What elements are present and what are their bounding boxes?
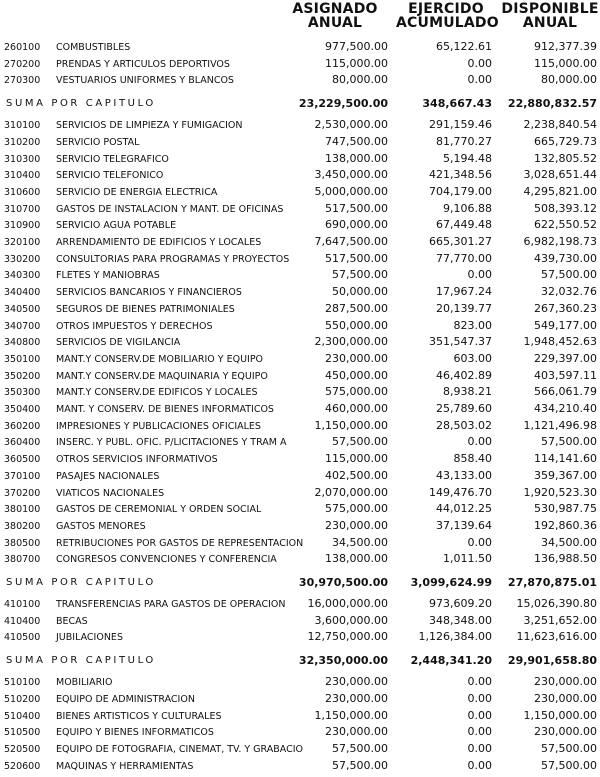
ejercido-value: 44,012.25 bbox=[436, 502, 492, 516]
account-description: CONSULTORIAS PARA PROGRAMAS Y PROYECTOS bbox=[56, 253, 290, 265]
ejercido-value: 0.00 bbox=[467, 675, 492, 689]
account-code: 350100 bbox=[4, 353, 41, 365]
ejercido-value: 1,126,384.00 bbox=[418, 630, 492, 644]
asignado-value: 2,300,000.00 bbox=[314, 335, 388, 349]
header-asignado-anual bbox=[276, 2, 394, 30]
disponible-value: 29,901,658.80 bbox=[507, 654, 597, 668]
ejercido-value: 0.00 bbox=[467, 535, 492, 549]
table-row bbox=[0, 268, 600, 284]
table-row bbox=[0, 40, 600, 56]
asignado-value: 34,500.00 bbox=[332, 535, 388, 549]
account-description: MANT.Y CONSERV.DE EDIFICOS Y LOCALES bbox=[56, 387, 258, 399]
table-row bbox=[0, 335, 600, 351]
table-row bbox=[0, 452, 600, 468]
disponible-value: 34,500.00 bbox=[541, 535, 597, 549]
ejercido-value: 858.40 bbox=[453, 452, 492, 466]
ejercido-value: 0.00 bbox=[467, 725, 492, 739]
disponible-value: 32,032.76 bbox=[541, 285, 597, 299]
disponible-value: 912,377.39 bbox=[534, 40, 597, 53]
ejercido-value: 704,179.00 bbox=[429, 184, 492, 198]
ejercido-value: 1,011.50 bbox=[443, 552, 492, 566]
account-description: TRANSFERENCIAS PARA GASTOS DE OPERACION bbox=[56, 599, 286, 610]
ejercido-value: 665,301.27 bbox=[429, 235, 492, 248]
chapter-total-row bbox=[0, 97, 600, 113]
account-description: SERVICIO AGUA POTABLE bbox=[56, 220, 177, 232]
account-description: SERVICIO POSTAL bbox=[56, 136, 140, 148]
account-code: 510200 bbox=[4, 693, 41, 705]
disponible-value: 3,028,651.44 bbox=[523, 168, 597, 182]
account-description: VESTUARIOS UNIFORMES Y BLANCOS bbox=[56, 75, 234, 87]
ejercido-value: 0.00 bbox=[467, 56, 492, 70]
table-row bbox=[0, 168, 600, 184]
disponible-value: 665,729.73 bbox=[534, 134, 597, 148]
account-description: IMPRESIONES Y PUBLICACIONES OFICIALES bbox=[56, 420, 261, 432]
account-description: COMBUSTIBLES bbox=[56, 42, 131, 53]
disponible-value: 229,397.00 bbox=[534, 351, 597, 365]
disponible-value: 57,500.00 bbox=[541, 741, 597, 755]
ejercido-value: 17,967.24 bbox=[436, 285, 492, 299]
asignado-value: 230,000.00 bbox=[325, 518, 388, 532]
ejercido-value: 0.00 bbox=[467, 708, 492, 722]
account-code: 360500 bbox=[4, 454, 41, 466]
asignado-value: 1,150,000.00 bbox=[314, 418, 388, 432]
ejercido-value: 0.00 bbox=[467, 758, 492, 772]
asignado-value: 57,500.00 bbox=[332, 268, 388, 282]
disponible-value: 230,000.00 bbox=[534, 691, 597, 705]
account-description: BIENES ARTISTICOS Y CULTURALES bbox=[56, 710, 222, 722]
asignado-value: 32,350,000.00 bbox=[298, 654, 388, 668]
ejercido-value: 351,547.37 bbox=[429, 335, 492, 349]
account-description: MANT. Y CONSERV. DE BIENES INFORMATICOS bbox=[56, 404, 274, 415]
disponible-value: 57,500.00 bbox=[541, 435, 597, 449]
account-description: GASTOS DE CEREMONIAL Y ORDEN SOCIAL bbox=[56, 504, 262, 516]
ejercido-value: 8,938.21 bbox=[443, 385, 492, 399]
account-code: 520600 bbox=[4, 760, 41, 772]
account-description: MAQUINAS Y HERRAMIENTAS bbox=[56, 760, 194, 772]
header-disponible-anual bbox=[500, 2, 600, 30]
ejercido-value: 421,348.56 bbox=[429, 168, 492, 182]
disponible-value: 6,982,198.73 bbox=[523, 235, 597, 248]
account-code: 380100 bbox=[4, 504, 41, 516]
table-row bbox=[0, 725, 600, 741]
asignado-value: 690,000.00 bbox=[325, 218, 388, 232]
account-code: 350200 bbox=[4, 370, 41, 382]
account-code: 510500 bbox=[4, 727, 41, 739]
disponible-value: 115,000.00 bbox=[534, 56, 597, 70]
account-code: 330200 bbox=[4, 253, 41, 265]
asignado-value: 115,000.00 bbox=[325, 56, 388, 70]
account-code: 310600 bbox=[4, 186, 41, 198]
table-row bbox=[0, 536, 600, 552]
asignado-value: 747,500.00 bbox=[325, 134, 388, 148]
asignado-value: 57,500.00 bbox=[332, 758, 388, 772]
disponible-value: 114,141.60 bbox=[534, 452, 597, 466]
account-code: 350400 bbox=[4, 404, 41, 415]
account-description: EQUIPO DE ADMINISTRACION bbox=[56, 693, 195, 705]
asignado-value: 3,450,000.00 bbox=[314, 168, 388, 182]
disponible-value: 1,121,496.98 bbox=[523, 418, 597, 432]
disponible-value: 57,500.00 bbox=[541, 758, 597, 772]
account-code: 380500 bbox=[4, 537, 41, 549]
account-code: 360200 bbox=[4, 420, 41, 432]
account-description: GASTOS DE INSTALACION Y MANT. DE OFICINAS bbox=[56, 203, 284, 215]
disponible-value: 27,870,875.01 bbox=[507, 576, 597, 589]
header-ejercido-acumulado bbox=[396, 1, 499, 31]
ejercido-value: 46,402.89 bbox=[436, 368, 492, 382]
asignado-value: 3,600,000.00 bbox=[314, 613, 388, 627]
asignado-value: 80,000.00 bbox=[332, 73, 388, 87]
account-code: 340700 bbox=[4, 320, 41, 332]
ejercido-value: 603.00 bbox=[453, 351, 492, 365]
header-label: ANUAL bbox=[307, 15, 363, 31]
ejercido-value: 77,770.00 bbox=[436, 251, 492, 265]
account-description: EQUIPO Y BIENES INFORMATICOS bbox=[56, 727, 214, 739]
account-code: 410100 bbox=[4, 599, 41, 610]
table-row bbox=[0, 369, 600, 385]
account-code: 270300 bbox=[4, 75, 41, 87]
table-row bbox=[0, 302, 600, 318]
asignado-value: 550,000.00 bbox=[325, 318, 388, 332]
table-row bbox=[0, 285, 600, 301]
asignado-value: 460,000.00 bbox=[325, 402, 388, 415]
account-code: 270200 bbox=[4, 58, 41, 70]
account-description: INSERC. Y PUBL. OFIC. P/LICITACIONES Y TRAM A bbox=[56, 437, 287, 449]
account-code: 340800 bbox=[4, 337, 41, 349]
asignado-value: 230,000.00 bbox=[325, 351, 388, 365]
account-description: MOBILIARIO bbox=[56, 677, 113, 689]
account-description: OTROS SERVICIOS INFORMATIVOS bbox=[56, 454, 218, 466]
ejercido-value: 37,139.64 bbox=[436, 518, 492, 532]
table-row bbox=[0, 202, 600, 218]
table-row bbox=[0, 675, 600, 691]
table-row bbox=[0, 57, 600, 73]
asignado-value: 1,150,000.00 bbox=[314, 708, 388, 722]
account-code: 510100 bbox=[4, 677, 41, 689]
asignado-value: 977,500.00 bbox=[325, 40, 388, 53]
asignado-value: 57,500.00 bbox=[332, 741, 388, 755]
account-description: SERVICIOS DE VIGILANCIA bbox=[56, 337, 181, 349]
asignado-value: 230,000.00 bbox=[325, 691, 388, 705]
table-row bbox=[0, 614, 600, 630]
asignado-value: 402,500.00 bbox=[325, 468, 388, 482]
account-code: 410400 bbox=[4, 615, 41, 627]
account-description: CONGRESOS CONVENCIONES Y CONFERENCIA bbox=[56, 554, 277, 566]
account-description: SERVICIOS DE LIMPIEZA Y FUMIGACION bbox=[56, 120, 243, 132]
chapter-total-row bbox=[0, 576, 600, 592]
ejercido-value: 20,139.77 bbox=[436, 301, 492, 315]
account-code: 340300 bbox=[4, 270, 41, 282]
total-label: SUMA POR CAPITULO bbox=[6, 655, 156, 667]
ejercido-value: 0.00 bbox=[467, 73, 492, 87]
asignado-value: 57,500.00 bbox=[332, 435, 388, 449]
table-row bbox=[0, 135, 600, 151]
asignado-value: 2,070,000.00 bbox=[314, 485, 388, 499]
ejercido-value: 348,348.00 bbox=[429, 613, 492, 627]
account-code: 410500 bbox=[4, 632, 41, 644]
table-row bbox=[0, 352, 600, 368]
account-code: 380200 bbox=[4, 520, 41, 532]
asignado-value: 450,000.00 bbox=[325, 368, 388, 382]
header-label: ACUMULADO bbox=[396, 15, 499, 31]
account-code: 360400 bbox=[4, 437, 41, 449]
disponible-value: 136,988.50 bbox=[534, 552, 597, 566]
asignado-value: 12,750,000.00 bbox=[307, 630, 388, 644]
ejercido-value: 3,099,624.99 bbox=[410, 576, 492, 589]
account-description: SERVICIO TELEGRAFICO bbox=[56, 153, 169, 165]
account-description: VIATICOS NACIONALES bbox=[56, 487, 165, 499]
ejercido-value: 823.00 bbox=[453, 318, 492, 332]
disponible-value: 1,920,523.30 bbox=[523, 485, 597, 499]
account-description: PASAJES NACIONALES bbox=[56, 470, 160, 482]
account-description: MANT.Y CONSERV.DE MOBILIARIO Y EQUIPO bbox=[56, 353, 264, 365]
ejercido-value: 0.00 bbox=[467, 691, 492, 705]
account-code: 510400 bbox=[4, 710, 41, 722]
asignado-value: 287,500.00 bbox=[325, 301, 388, 315]
disponible-value: 15,026,390.80 bbox=[516, 597, 597, 610]
table-row bbox=[0, 630, 600, 646]
disponible-value: 566,061.79 bbox=[534, 385, 597, 399]
header-label: ANUAL bbox=[522, 15, 578, 31]
disponible-value: 622,550.52 bbox=[534, 218, 597, 232]
account-description: EQUIPO DE FOTOGRAFIA, CINEMAT, TV. Y GRABACIO bbox=[56, 743, 304, 755]
disponible-value: 508,393.12 bbox=[534, 201, 597, 215]
total-label: SUMA POR CAPITULO bbox=[6, 98, 156, 110]
disponible-value: 132,805.52 bbox=[534, 151, 597, 165]
disponible-value: 403,597.11 bbox=[534, 368, 597, 382]
header-label: EJERCIDO bbox=[408, 1, 484, 17]
disponible-value: 439,730.00 bbox=[534, 251, 597, 265]
account-code: 380700 bbox=[4, 554, 41, 566]
disponible-value: 359,367.00 bbox=[534, 468, 597, 482]
disponible-value: 1,150,000.00 bbox=[523, 708, 597, 722]
ejercido-value: 149,476.70 bbox=[429, 485, 492, 499]
ejercido-value: 0.00 bbox=[467, 435, 492, 449]
table-row bbox=[0, 486, 600, 502]
disponible-value: 267,360.23 bbox=[534, 301, 597, 315]
asignado-value: 30,970,500.00 bbox=[298, 576, 388, 589]
table-row bbox=[0, 73, 600, 89]
asignado-value: 7,647,500.00 bbox=[314, 235, 388, 248]
account-description: BECAS bbox=[56, 615, 88, 627]
table-row bbox=[0, 469, 600, 485]
table-row bbox=[0, 419, 600, 435]
asignado-value: 138,000.00 bbox=[325, 552, 388, 566]
disponible-value: 2,238,840.54 bbox=[523, 118, 597, 132]
asignado-value: 575,000.00 bbox=[325, 385, 388, 399]
table-row bbox=[0, 552, 600, 568]
account-code: 310100 bbox=[4, 120, 41, 132]
table-row bbox=[0, 692, 600, 708]
account-code: 310400 bbox=[4, 170, 41, 182]
table-row bbox=[0, 185, 600, 201]
asignado-value: 230,000.00 bbox=[325, 725, 388, 739]
disponible-value: 4,295,821.00 bbox=[523, 184, 597, 198]
account-code: 310900 bbox=[4, 220, 41, 232]
chapter-total-row bbox=[0, 654, 600, 670]
ejercido-value: 2,448,341.20 bbox=[410, 654, 492, 668]
account-description: OTROS IMPUESTOS Y DERECHOS bbox=[56, 320, 213, 332]
asignado-value: 138,000.00 bbox=[325, 151, 388, 165]
account-description: MANT.Y CONSERV.DE MAQUINARIA Y EQUIPO bbox=[56, 370, 268, 382]
table-row bbox=[0, 759, 600, 775]
table-row bbox=[0, 709, 600, 725]
account-description: GASTOS MENORES bbox=[56, 520, 146, 532]
ejercido-value: 291,159.46 bbox=[429, 118, 492, 132]
table-row bbox=[0, 435, 600, 451]
account-code: 310200 bbox=[4, 136, 41, 148]
table-row bbox=[0, 519, 600, 535]
ejercido-value: 5,194.48 bbox=[443, 151, 492, 165]
account-description: FLETES Y MANIOBRAS bbox=[56, 270, 160, 282]
table-row bbox=[0, 118, 600, 134]
asignado-value: 230,000.00 bbox=[325, 675, 388, 689]
disponible-value: 3,251,652.00 bbox=[523, 613, 597, 627]
asignado-value: 517,500.00 bbox=[325, 201, 388, 215]
ejercido-value: 0.00 bbox=[467, 268, 492, 282]
table-row bbox=[0, 502, 600, 518]
asignado-value: 2,530,000.00 bbox=[314, 118, 388, 132]
table-row bbox=[0, 597, 600, 613]
asignado-value: 5,000,000.00 bbox=[314, 184, 388, 198]
header-label: ASIGNADO bbox=[292, 1, 378, 17]
disponible-value: 11,623,616.00 bbox=[516, 630, 597, 644]
table-row bbox=[0, 402, 600, 418]
asignado-value: 517,500.00 bbox=[325, 251, 388, 265]
ejercido-value: 28,503.02 bbox=[436, 418, 492, 432]
account-description: JUBILACIONES bbox=[56, 632, 123, 644]
disponible-value: 22,880,832.57 bbox=[507, 97, 597, 111]
disponible-value: 230,000.00 bbox=[534, 675, 597, 689]
account-description: SEGUROS DE BIENES PATRIMONIALES bbox=[56, 303, 235, 315]
ejercido-value: 0.00 bbox=[467, 741, 492, 755]
ejercido-value: 43,133.00 bbox=[436, 468, 492, 482]
ejercido-value: 65,122.61 bbox=[436, 40, 492, 53]
disponible-value: 57,500.00 bbox=[541, 268, 597, 282]
disponible-value: 230,000.00 bbox=[534, 725, 597, 739]
account-code: 340500 bbox=[4, 303, 41, 315]
disponible-value: 434,210.40 bbox=[534, 402, 597, 415]
table-row bbox=[0, 742, 600, 758]
account-code: 310300 bbox=[4, 153, 41, 165]
table-row bbox=[0, 385, 600, 401]
account-code: 320100 bbox=[4, 237, 41, 248]
table-row bbox=[0, 235, 600, 251]
account-code: 370100 bbox=[4, 470, 41, 482]
table-row bbox=[0, 319, 600, 335]
account-description: ARRENDAMIENTO DE EDIFICIOS Y LOCALES bbox=[56, 237, 262, 248]
disponible-value: 1,948,452.63 bbox=[523, 335, 597, 349]
asignado-value: 575,000.00 bbox=[325, 502, 388, 516]
account-code: 310700 bbox=[4, 203, 41, 215]
asignado-value: 16,000,000.00 bbox=[307, 597, 388, 610]
account-description: RETRIBUCIONES POR GASTOS DE REPRESENTACION bbox=[56, 537, 304, 549]
account-code: 260100 bbox=[4, 42, 41, 53]
account-code: 520500 bbox=[4, 743, 41, 755]
account-code: 370200 bbox=[4, 487, 41, 499]
header-label: DISPONIBLE bbox=[501, 1, 599, 17]
account-description: SERVICIO TELEFONICO bbox=[56, 170, 164, 182]
disponible-value: 80,000.00 bbox=[541, 73, 597, 87]
asignado-value: 115,000.00 bbox=[325, 452, 388, 466]
account-code: 350300 bbox=[4, 387, 41, 399]
ejercido-value: 25,789.60 bbox=[436, 402, 492, 415]
disponible-value: 192,860.36 bbox=[534, 518, 597, 532]
table-row bbox=[0, 218, 600, 234]
account-description: SERVICIO DE ENERGIA ELECTRICA bbox=[56, 186, 218, 198]
account-description: SERVICIOS BANCARIOS Y FINANCIEROS bbox=[56, 287, 242, 299]
ejercido-value: 973,609.20 bbox=[429, 597, 492, 610]
ejercido-value: 67,449.48 bbox=[436, 218, 492, 232]
asignado-value: 50,000.00 bbox=[332, 285, 388, 299]
total-label: SUMA POR CAPITULO bbox=[6, 577, 156, 588]
table-row bbox=[0, 252, 600, 268]
disponible-value: 549,177.00 bbox=[534, 318, 597, 332]
account-code: 340400 bbox=[4, 287, 41, 299]
table-row bbox=[0, 152, 600, 168]
account-description: PRENDAS Y ARTICULOS DEPORTIVOS bbox=[56, 58, 230, 70]
asignado-value: 23,229,500.00 bbox=[298, 97, 388, 111]
ejercido-value: 348,667.43 bbox=[422, 97, 492, 111]
disponible-value: 530,987.75 bbox=[534, 502, 597, 516]
ejercido-value: 81,770.27 bbox=[436, 134, 492, 148]
ejercido-value: 9,106.88 bbox=[443, 201, 492, 215]
